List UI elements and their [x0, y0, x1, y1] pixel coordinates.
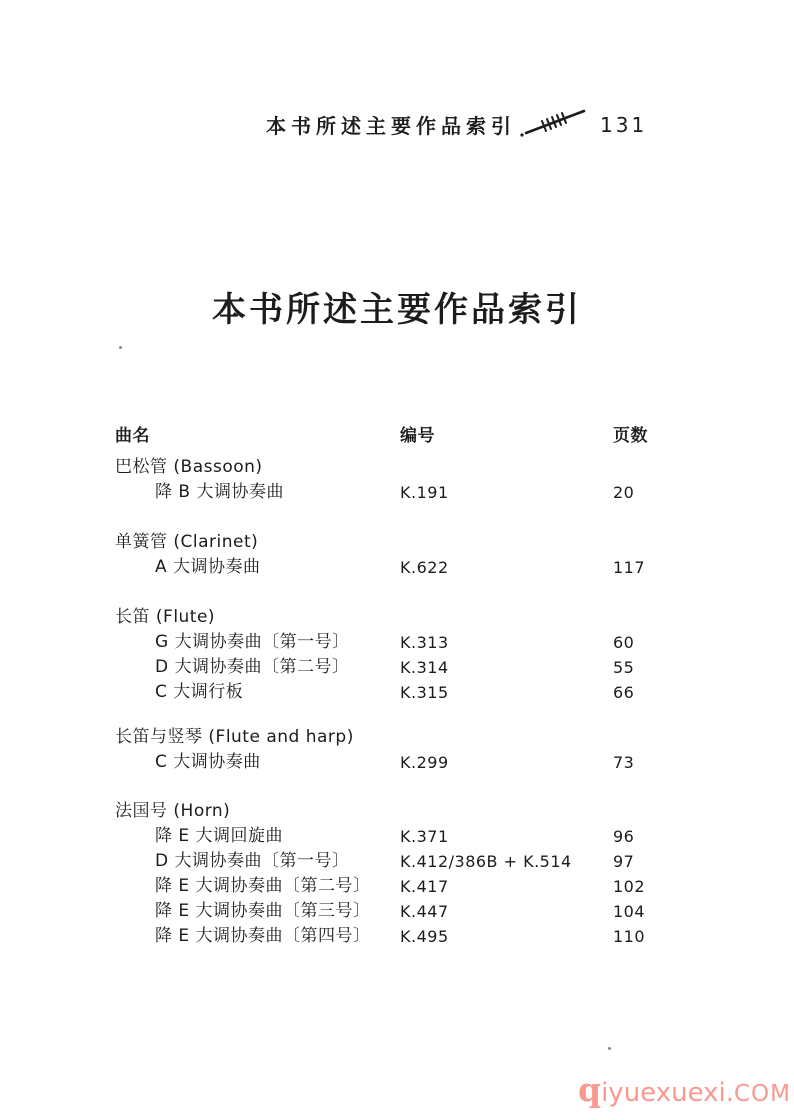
group-label: 长笛与竖琴 (Flute and harp) — [115, 727, 354, 747]
work-title: C 大调行板 — [155, 682, 244, 702]
work-page: 20 — [613, 483, 635, 502]
table-row — [115, 680, 680, 705]
section-clarinet — [115, 530, 680, 580]
table-row — [115, 824, 680, 849]
group-row — [115, 725, 680, 750]
group-label: 法国号 (Horn) — [115, 801, 231, 821]
work-number: K.447 — [400, 902, 449, 921]
section-horn — [115, 799, 680, 949]
work-page: 97 — [613, 852, 635, 871]
table-row — [115, 924, 680, 949]
group-row — [115, 455, 680, 480]
work-page: 102 — [613, 877, 646, 896]
work-title: C 大调协奏曲 — [155, 752, 261, 772]
work-page: 104 — [613, 902, 646, 921]
works-index-table — [115, 424, 680, 949]
work-title: G 大调协奏曲〔第一号〕 — [155, 632, 350, 652]
watermark-prefix: q — [578, 1070, 602, 1109]
group-label: 单簧管 (Clarinet) — [115, 532, 259, 552]
work-page: 73 — [613, 753, 635, 772]
section-flute — [115, 605, 680, 705]
table-row — [115, 899, 680, 924]
work-number: K.371 — [400, 827, 449, 846]
table-row — [115, 874, 680, 899]
work-title: 降 E 大调协奏曲〔第二号〕 — [155, 876, 371, 896]
work-title: D 大调协奏曲〔第二号〕 — [155, 657, 350, 677]
work-number: K.412/386B + K.514 — [400, 852, 572, 871]
column-header-pages: 页数 — [613, 426, 648, 446]
table-header-row — [115, 424, 680, 449]
section-flute-and-harp — [115, 725, 680, 775]
work-title: 降 E 大调回旋曲 — [155, 826, 284, 846]
work-page: 117 — [613, 558, 646, 577]
work-number: K.417 — [400, 877, 449, 896]
work-title: 降 B 大调协奏曲 — [155, 482, 284, 502]
work-number: K.622 — [400, 558, 449, 577]
work-page: 110 — [613, 927, 646, 946]
watermark-middle: iyuexuexi. — [601, 1078, 734, 1108]
work-page: 66 — [613, 683, 635, 702]
group-row — [115, 799, 680, 824]
pen-flourish-icon — [518, 102, 593, 142]
work-title: A 大调协奏曲 — [155, 557, 261, 577]
table-row — [115, 655, 680, 680]
column-header-title: 曲名 — [115, 426, 150, 446]
work-number: K.191 — [400, 483, 449, 502]
work-number: K.495 — [400, 927, 449, 946]
group-label: 长笛 (Flute) — [115, 607, 216, 627]
table-row — [115, 630, 680, 655]
work-page: 60 — [613, 633, 635, 652]
group-row — [115, 605, 680, 630]
section-bassoon — [115, 455, 680, 505]
table-row — [115, 750, 680, 775]
work-number: K.313 — [400, 633, 449, 652]
watermark — [578, 1070, 791, 1109]
work-number: K.315 — [400, 683, 449, 702]
work-number: K.299 — [400, 753, 449, 772]
page-title: 本书所述主要作品索引 — [212, 290, 582, 330]
running-head: 本书所述主要作品索引 — [266, 114, 516, 138]
table-row — [115, 849, 680, 874]
table-row — [115, 555, 680, 580]
group-row — [115, 530, 680, 555]
work-page: 55 — [613, 658, 635, 677]
scan-speck — [119, 346, 122, 349]
work-title: D 大调协奏曲〔第一号〕 — [155, 851, 350, 871]
work-title: 降 E 大调协奏曲〔第三号〕 — [155, 901, 371, 921]
work-title: 降 E 大调协奏曲〔第四号〕 — [155, 926, 371, 946]
scan-speck — [608, 1047, 611, 1050]
group-label: 巴松管 (Bassoon) — [115, 457, 263, 477]
work-number: K.314 — [400, 658, 449, 677]
column-header-number: 编号 — [400, 426, 435, 446]
watermark-suffix: COM — [734, 1081, 792, 1107]
table-row — [115, 480, 680, 505]
work-page: 96 — [613, 827, 635, 846]
page-number: 131 — [600, 113, 648, 137]
